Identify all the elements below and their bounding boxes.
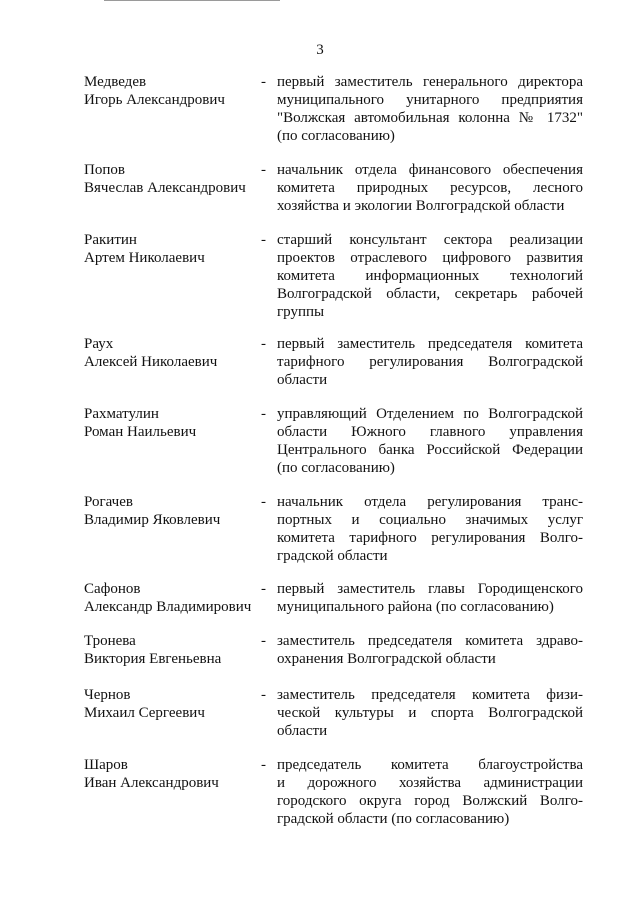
member-given-name: Вячеслав Александрович bbox=[84, 180, 246, 196]
member-given-name: Артем Николаевич bbox=[84, 250, 205, 266]
member-name bbox=[84, 335, 260, 371]
role-line: Центрального банка Российской Федерации bbox=[277, 442, 583, 458]
member-given-name: Алексей Николаевич bbox=[84, 354, 218, 370]
member-given-name: Александр Владимирович bbox=[84, 599, 252, 615]
member-surname: Тронева bbox=[84, 633, 136, 649]
member-surname: Ракитин bbox=[84, 232, 137, 248]
member-surname: Рахматулин bbox=[84, 406, 159, 422]
role-line: первый заместитель председателя комитета bbox=[277, 336, 583, 352]
member-role bbox=[277, 580, 583, 616]
role-line: комитета природных ресурсов, лесного bbox=[277, 180, 583, 196]
member-name bbox=[84, 686, 260, 722]
member-role bbox=[277, 493, 583, 565]
member-name bbox=[84, 405, 260, 441]
member-role bbox=[277, 405, 583, 477]
member-role bbox=[277, 73, 583, 145]
member-surname: Рогачев bbox=[84, 494, 133, 510]
role-line: градской области bbox=[277, 548, 388, 564]
dash-separator: - bbox=[261, 336, 266, 352]
dash-separator: - bbox=[261, 757, 266, 773]
dash-separator: - bbox=[261, 162, 266, 178]
member-name bbox=[84, 580, 260, 616]
role-line: комитета тарифного регулирования Волго- bbox=[277, 530, 583, 546]
member-surname: Попов bbox=[84, 162, 125, 178]
role-line: "Волжская автомобильная колонна № 1732" bbox=[277, 110, 583, 126]
role-line: градской области (по согласованию) bbox=[277, 811, 510, 827]
role-line: начальник отдела финансового обеспечения bbox=[277, 162, 583, 178]
dash-separator: - bbox=[261, 687, 266, 703]
role-line: охранения Волгоградской области bbox=[277, 651, 496, 667]
role-line: заместитель председателя комитета физи- bbox=[277, 687, 583, 703]
member-role bbox=[277, 231, 583, 321]
member-role bbox=[277, 686, 583, 740]
member-given-name: Иван Александрович bbox=[84, 775, 219, 791]
role-line: ческой культуры и спорта Волгоградской bbox=[277, 705, 583, 721]
role-line: муниципального унитарного предприятия bbox=[277, 92, 583, 108]
role-line: проектов отраслевого цифрового развития bbox=[277, 250, 583, 266]
member-name bbox=[84, 73, 260, 109]
member-role bbox=[277, 756, 583, 828]
dash-separator: - bbox=[261, 633, 266, 649]
dash-separator: - bbox=[261, 406, 266, 422]
member-name bbox=[84, 493, 260, 529]
dash-separator: - bbox=[261, 74, 266, 90]
role-line: первый заместитель главы Городищенского bbox=[277, 581, 583, 597]
dash-separator: - bbox=[261, 232, 266, 248]
member-given-name: Михаил Сергеевич bbox=[84, 705, 205, 721]
member-name bbox=[84, 632, 260, 668]
member-role bbox=[277, 161, 583, 215]
role-line: Волгоградской области, секретарь рабочей bbox=[277, 286, 583, 302]
role-line: председатель комитета благоустройства bbox=[277, 757, 583, 773]
member-name bbox=[84, 756, 260, 792]
dash-separator: - bbox=[261, 581, 266, 597]
role-line: группы bbox=[277, 304, 325, 320]
role-line: муниципального района (по согласованию) bbox=[277, 599, 554, 615]
member-role bbox=[277, 632, 583, 668]
member-role bbox=[277, 335, 583, 389]
page-number: 3 bbox=[316, 42, 324, 58]
member-surname: Шаров bbox=[84, 757, 128, 773]
member-surname: Сафонов bbox=[84, 581, 141, 597]
member-given-name: Игорь Александрович bbox=[84, 92, 225, 108]
member-given-name: Роман Наильевич bbox=[84, 424, 197, 440]
role-line: первый заместитель генерального директора bbox=[277, 74, 583, 90]
member-surname: Медведев bbox=[84, 74, 147, 90]
member-surname: Раух bbox=[84, 336, 114, 352]
member-surname: Чернов bbox=[84, 687, 131, 703]
member-given-name: Владимир Яковлевич bbox=[84, 512, 221, 528]
role-line: комитета информационных технологий bbox=[277, 268, 583, 284]
member-name bbox=[84, 161, 260, 197]
role-line: и дорожного хозяйства администрации bbox=[277, 775, 583, 791]
role-line: старший консультант сектора реализации bbox=[277, 232, 583, 248]
member-given-name: Виктория Евгеньевна bbox=[84, 651, 222, 667]
role-line: городского округа город Волжский Волго- bbox=[277, 793, 583, 809]
role-line: области bbox=[277, 372, 328, 388]
top-scan-rule bbox=[104, 0, 280, 1]
role-line: области Южного главного управления bbox=[277, 424, 583, 440]
role-line: портных и социально значимых услуг bbox=[277, 512, 583, 528]
role-line: (по согласованию) bbox=[277, 460, 395, 476]
role-line: области bbox=[277, 723, 328, 739]
role-line: тарифного регулирования Волгоградской bbox=[277, 354, 583, 370]
role-line: начальник отдела регулирования транс- bbox=[277, 494, 583, 510]
role-line: заместитель председателя комитета здраво- bbox=[277, 633, 583, 649]
member-name bbox=[84, 231, 260, 267]
dash-separator: - bbox=[261, 494, 266, 510]
role-line: хозяйства и экологии Волгоградской области bbox=[277, 198, 565, 214]
role-line: управляющий Отделением по Волгоградской bbox=[277, 406, 583, 422]
role-line: (по согласованию) bbox=[277, 128, 395, 144]
